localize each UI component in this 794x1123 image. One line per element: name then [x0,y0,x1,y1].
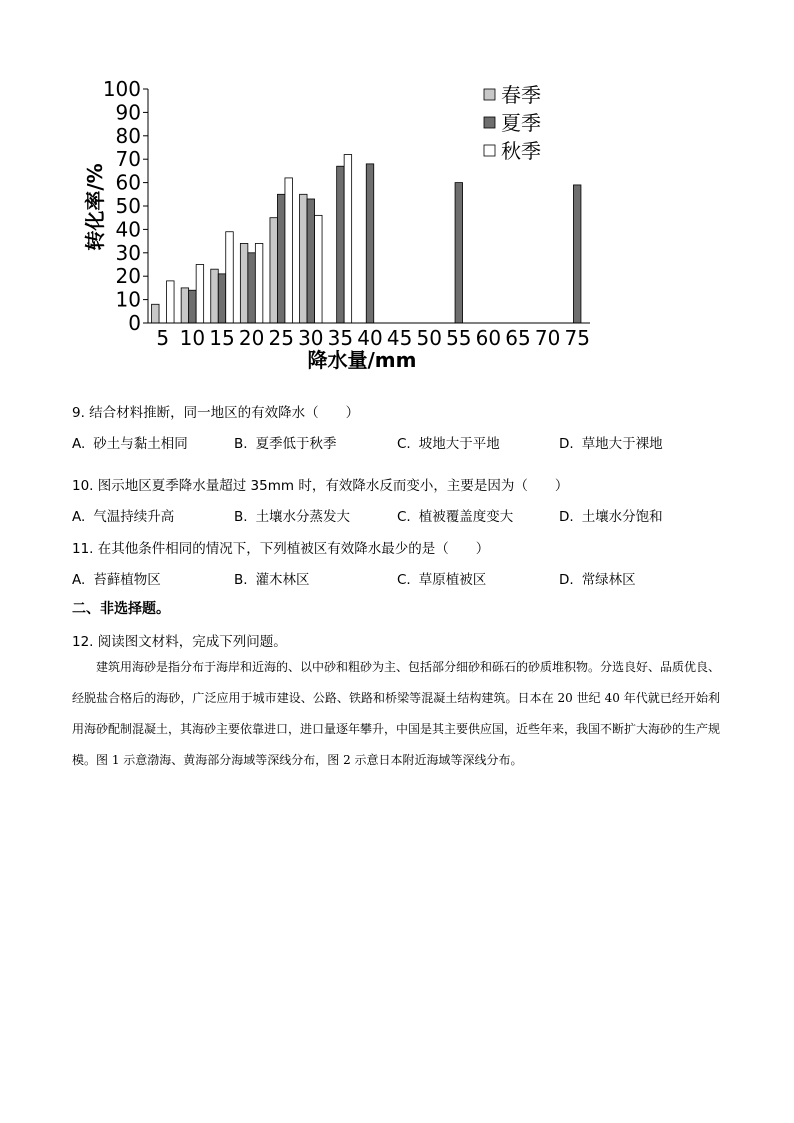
y-tick-label: 40 [115,217,141,242]
option-a[interactable] [72,432,188,452]
legend-swatch [484,89,495,100]
bars [152,155,581,323]
option-text: 草原植被区 [418,572,487,588]
legend-label: 春季 [501,83,541,107]
y-tick-label: 90 [115,100,141,125]
option-letter: D. [559,436,574,452]
x-tick-label: 5 [156,326,170,350]
bar-夏季-35 [337,166,345,323]
option-c[interactable] [397,432,500,452]
option-text: 植被覆盖度变大 [418,509,514,525]
x-tick-label: 75 [564,326,590,350]
option-d[interactable] [559,505,663,525]
question-11-options [72,568,712,588]
x-tick-label: 65 [505,326,531,350]
bar-秋季-5 [167,281,175,323]
question-9-options [72,432,712,452]
option-a[interactable] [72,505,174,525]
legend-label: 秋季 [501,139,541,163]
bar-夏季-20 [248,253,256,323]
option-text: 苔藓植物区 [93,572,161,588]
legend-swatch [484,117,495,128]
x-tick-label: 20 [238,326,265,350]
option-text: 灌木林区 [255,572,310,588]
x-tick-label: 40 [357,326,383,350]
question-12-stem: 12. 阅读图文材料，完成下列问题。 [72,634,287,650]
x-axis-label: 降水量/mm [307,348,417,372]
option-letter: B. [234,572,248,588]
option-text: 夏季低于秋季 [255,436,337,452]
x-tick-label: 15 [209,326,235,350]
option-letter: C. [397,509,411,525]
x-tick-label: 70 [534,326,561,350]
option-text: 土壤水分蒸发大 [255,509,351,525]
option-letter: A. [72,509,86,525]
x-tick-label: 35 [327,326,354,350]
x-tick-label: 25 [268,326,294,350]
bar-夏季-75 [573,185,581,323]
option-text: 坡地大于平地 [418,436,500,452]
option-text: 砂土与黏土相同 [93,436,188,452]
y-tick-label: 80 [115,123,141,148]
option-d[interactable] [559,432,663,452]
bar-夏季-30 [307,199,315,323]
bar-春季-30 [300,194,308,323]
option-b[interactable] [234,505,350,525]
legend-swatch [484,145,495,156]
option-letter: C. [397,436,411,452]
option-letter: A. [72,436,86,452]
bar-秋季-25 [285,178,293,323]
option-letter: D. [559,509,574,525]
bar-夏季-25 [277,194,285,323]
bar-秋季-30 [315,215,323,323]
option-d[interactable] [559,568,636,588]
option-text: 土壤水分饱和 [581,509,663,525]
y-tick-label: 50 [115,194,141,218]
x-axis-ticks [156,326,589,350]
bar-秋季-20 [255,243,263,323]
option-letter: B. [234,509,248,525]
y-tick-label: 100 [102,77,141,101]
option-b[interactable] [234,432,337,452]
option-letter: C. [397,572,411,588]
bar-秋季-15 [226,232,234,323]
legend-label: 夏季 [501,111,541,135]
bar-春季-10 [181,288,189,323]
bar-夏季-10 [189,290,197,323]
y-tick-label: 60 [115,170,141,195]
option-text: 草地大于裸地 [581,436,663,452]
x-tick-label: 55 [446,326,472,350]
x-tick-label: 60 [475,326,502,350]
bar-秋季-35 [344,155,352,323]
question-10-options [72,505,712,525]
option-letter: A. [72,572,86,588]
bar-春季-25 [270,218,278,323]
y-tick-label: 0 [128,311,141,335]
x-tick-label: 50 [416,326,442,350]
material-paragraph: 建筑用海砂是指分布于海岸和近海的、以中砂和粗砂为主、包括部分细砂和砾石的砂质堆积物。分选良好、品质优良、经脱盐合格后的海砂，广泛应用于城市建设、公路、铁路和桥梁等混凝土结构建筑。日本在 20 世纪 40 年代就已经开始利用海砂配制混凝土，其海砂主要依靠进口，进口量逐年攀升，中国是其主要供应国，近些年来，我国不断扩大海砂的生产规模。图 1 示意渤海、黄海部分海域等深线分布，图 2 示意日本附近海域等深线分布。 [72,660,721,767]
y-tick-label: 70 [115,147,141,172]
option-c[interactable] [397,505,513,525]
x-tick-label: 30 [298,326,324,350]
question-9-stem: 9. 结合材料推断，同一地区的有效降水（ ） [72,405,360,421]
option-text: 常绿林区 [581,572,636,588]
bar-夏季-40 [366,164,374,323]
option-c[interactable] [397,568,486,588]
bar-春季-20 [240,243,248,323]
y-tick-label: 30 [115,240,141,265]
y-tick-label: 20 [115,264,141,289]
x-tick-label: 45 [386,326,413,350]
question-10-stem: 10. 图示地区夏季降水量超过 35mm 时，有效降水反而变小，主要是因为（ ） [72,478,569,494]
option-letter: D. [559,572,574,588]
option-text: 气温持续升高 [93,509,175,525]
option-a[interactable] [72,568,161,588]
bar-秋季-10 [196,265,204,324]
chart-legend [484,83,541,163]
bar-夏季-15 [218,274,226,323]
conversion-rate-bar-chart [70,72,610,382]
y-tick-label: 10 [115,287,141,312]
option-letter: B. [234,436,248,452]
y-axis-ticks [103,77,148,335]
option-b[interactable] [234,568,310,588]
bar-春季-5 [152,304,160,323]
bar-春季-15 [211,269,219,323]
question-11-stem: 11. 在其他条件相同的情况下，下列植被区有效降水最少的是（ ） [72,541,490,557]
x-tick-label: 10 [179,326,206,350]
bar-夏季-55 [455,183,463,323]
section-title: 二、非选择题。 [72,601,170,617]
y-axis-label: 转化率/% [83,163,107,251]
